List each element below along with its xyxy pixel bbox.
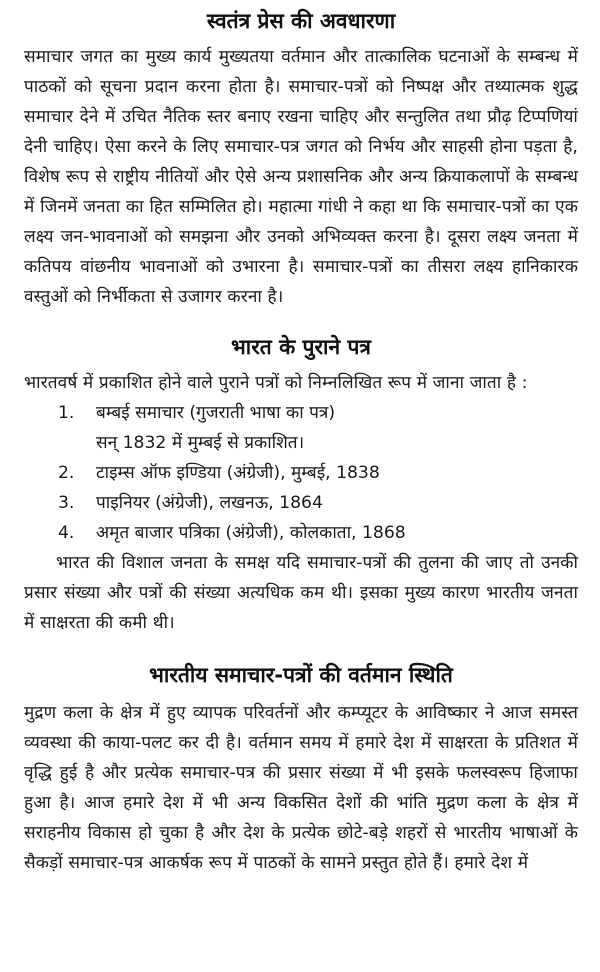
list-text: बम्बई समाचार (गुजराती भाषा का पत्र) [96,403,336,423]
list-number: 1. [58,403,75,423]
section-heading-old-newspapers: भारत के पुराने पत्र [231,335,371,359]
list-text: टाइम्स ऑफ इण्डिया (अंग्रेजी), मुम्बई, 1838 [96,463,380,483]
list-text: पाइनियर (अंग्रेजी), लखनऊ, 1864 [96,493,323,513]
old-newspapers-list [24,398,578,548]
paragraph-current-status: मुद्रण कला के क्षेत्र में हुए व्यापक परिवर्तनों और कम्प्यूटर के आविष्कार ने आज समस्त व्यवस्था की काया-पलट कर दी है। वर्तमान समय में हमारे देश में साक्षरता के प्रतिशत में वृद्धि हुई है और प्रत्येक समाचार-पत्र की प्रसार संख्या में भी इसके फलस्वरूप हिजाफा हुआ है। आज हमारे देश में भी अन्य विकसित देशों की भांति मुद्रण कला के क्षेत्र में सराहनीय विकास हो चुका है और देश के प्रत्येक छोटे-बड़े शहरों से भारतीय भाषाओं के सैकड़ों समाचार-पत्र आकर्षक रूप में पाठकों के सामने प्रस्तुत होते हैं। हमारे देश में [24,703,578,873]
list-item [24,488,578,518]
list-item [24,458,578,488]
paragraph-old-newspapers-intro: भारतवर्ष में प्रकाशित होने वाले पुराने पत्रों को निम्नलिखित रूप में जाना जाता है : [24,373,528,393]
list-number: 2. [58,463,75,483]
paragraph-free-press: समाचार जगत का मुख्य कार्य मुख्यतया वर्तमान और तात्कालिक घटनाओं के सम्बन्ध में पाठकों को सूचना प्रदान करना होता है। समाचार-पत्रों को निष्पक्ष और तथ्यात्मक शुद्ध समाचार देने में उचित नैतिक स्तर बनाए रखना चाहिए और सन्तुलित तथा प्रौढ़ टिप्पणियां देनी चाहिए। ऐसा करने के लिए समाचार-पत्र जगत को निर्भय और साहसी होना पड़ता है, विशेष रूप से राष्ट्रीय नीतियों और ऐसे अन्य प्रशासनिक और अन्य क्रियाकलापों के सम्बन्ध में जिनमें जनता का हित सम्मिलित हो। महात्मा गांधी ने कहा था कि समाचार-पत्रों का एक लक्ष्य जन-भावनाओं को समझना और उनको अभिव्यक्त करना है। दूसरा लक्ष्य जनता में कतिपय वांछनीय भावनाओं को उभारना है। समाचार-पत्रों का तीसरा लक्ष्य हानिकारक वस्तुओं को निर्भीकता से उजागर करना है। [24,47,578,307]
list-item-subline: सन् 1832 में मुम्बई से प्रकाशित। [96,433,305,453]
list-item [24,398,578,428]
section-heading-current-status: भारतीय समाचार-पत्रों की वर्तमान स्थिति [149,663,453,687]
list-number: 3. [58,493,75,513]
list-item [24,518,578,548]
section-heading-free-press: स्वतंत्र प्रेस की अवधारणा [206,9,396,33]
list-number: 4. [58,523,75,543]
paragraph-old-newspapers-circulation: भारत की विशाल जनता के समक्ष यदि समाचार-पत्रों की तुलना की जाए तो उनकी प्रसार संख्या और पत्रों की संख्या अत्यधिक कम थी। इसका मुख्य कारण भारतीय जनता में साक्षरता की कमी थी। [24,553,578,633]
list-text: अमृत बाजार पत्रिका (अंग्रेजी), कोलकाता, 1868 [96,523,406,543]
